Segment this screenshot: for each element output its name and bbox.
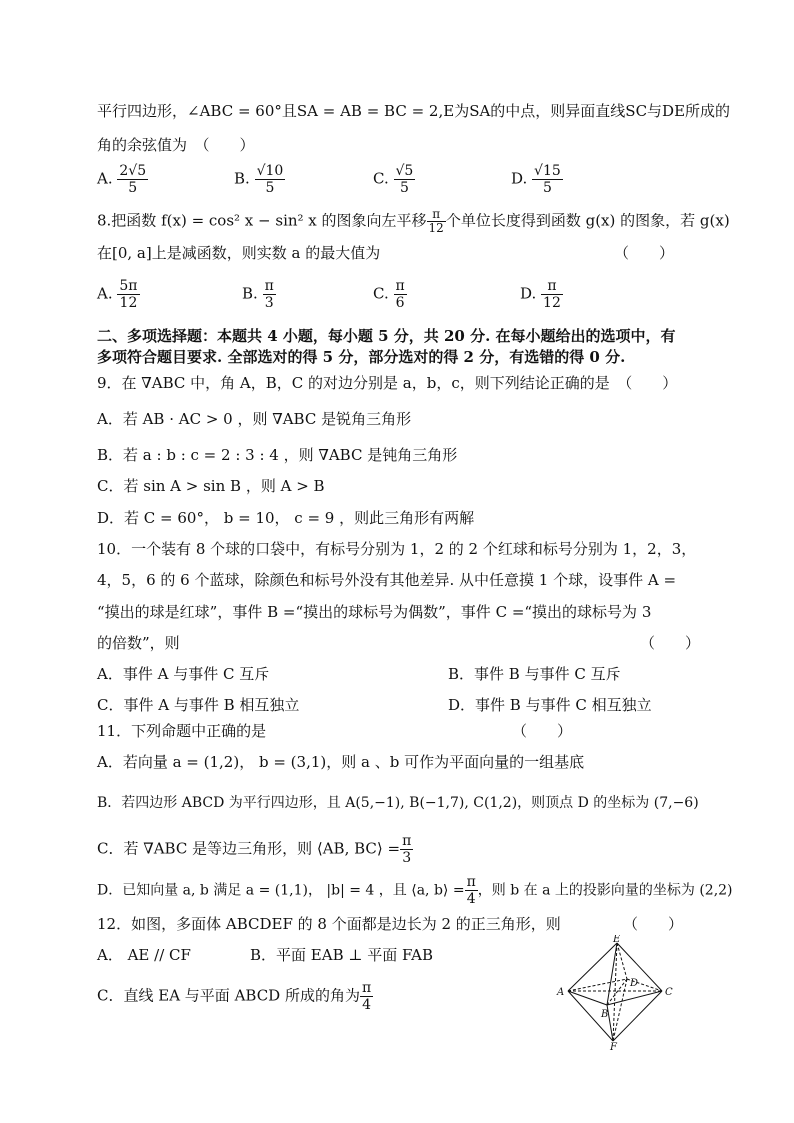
q8-option-a[interactable] xyxy=(97,278,140,311)
q11-option-c[interactable]: C．若 ∇ABC 是等边三角形，则 ⟨AB, BC⟩ = $\frac{\pi}{3}$ xyxy=(97,833,412,866)
vertex-label-c: C xyxy=(665,987,673,998)
q11-option-d[interactable]: D．已知向量 a, b 满足 a = (1,1)， |b| = 4 ，且 ⟨a, b⟩ = $\frac{\pi}{4}$ ，则 b 在 a 上的投影向量的坐标为 (2,2) xyxy=(97,874,733,907)
vertex-label-b: B xyxy=(601,1009,609,1020)
vertex-label-e: E xyxy=(613,935,621,945)
q10-option-a[interactable]: A．事件 A 与事件 C 互斥 xyxy=(97,665,270,683)
q7-option-a[interactable] xyxy=(97,163,148,196)
octahedron-figure xyxy=(555,935,685,1050)
option-label: C. xyxy=(373,169,389,188)
option-label: D. xyxy=(511,169,528,188)
q10-option-d[interactable]: D．事件 B 与事件 C 相互独立 xyxy=(448,696,652,714)
q12-option-c[interactable]: C．直线 EA 与平面 ABCD 所成的角为 $\frac{\pi}{4}$ xyxy=(97,980,372,1013)
q12-stem: 12．如图，多面体 ABCDEF 的 8 个面都是边长为 2 的正三角形，则 xyxy=(97,915,561,933)
fraction: $\frac{√10}{5}$ xyxy=(256,163,284,196)
q7-option-c[interactable] xyxy=(373,163,415,196)
q8-option-c[interactable] xyxy=(373,278,407,311)
q9-option-b[interactable]: B．若 a : b : c = 2 : 3 : 4 ，则 ∇ABC 是钝角三角形 xyxy=(97,446,458,464)
q9-option-d[interactable]: D．若 C = 60°， b = 10， c = 9 ，则此三角形有两解 xyxy=(97,509,475,527)
answer-paren: （ ） xyxy=(512,722,573,740)
q8-stem-line2: 在[0, a]上是减函数，则实数 a 的最大值为 xyxy=(97,244,381,262)
section2-heading-line2: 多项符合题目要求. 全部选对的得 5 分，部分选对的得 2 分，有选错的得 0 分. xyxy=(97,348,626,366)
fraction: $\frac{5\pi}{12}$ xyxy=(119,278,138,311)
q12-option-b[interactable]: B．平面 EAB ⊥ 平面 FAB xyxy=(250,946,433,964)
q7-option-b[interactable] xyxy=(234,163,285,196)
edge-cf xyxy=(613,991,662,1041)
fraction: $\frac{\pi}{12}$ xyxy=(428,207,444,235)
q10-stem-line3: “摸出的球是红球”，事件 B =“摸出的球标号为偶数”，事件 C =“摸出的球标号为 3 xyxy=(97,603,652,621)
q8-stem-line1: 8.把函数 f(x) = cos² x − sin² x 的图象向左平移 $\frac{\pi}{12}$ 个单位长度得到函数 g(x) 的图象，若 g(x) xyxy=(97,207,730,235)
q8-option-b[interactable] xyxy=(242,278,276,311)
section2-heading-line1: 二、多项选择题：本题共 4 小题，每小题 5 分，共 20 分. 在每小题给出的选项中，有 xyxy=(97,327,676,345)
q10-option-b[interactable]: B．事件 B 与事件 C 互斥 xyxy=(448,665,621,683)
q7-option-d[interactable] xyxy=(511,163,563,196)
vertex-label-d: D xyxy=(630,978,639,989)
q9-stem: 9．在 ∇ABC 中，角 A，B，C 的对边分别是 a，b，c，则下列结论正确的是 （ ） xyxy=(97,374,678,392)
option-label: C. xyxy=(373,284,389,303)
q11-option-b[interactable]: B．若四边形 ABCD 为平行四边形，且 A(5,−1), B(−1,7), C(1,2)，则顶点 D 的坐标为 (7,−6) xyxy=(97,795,699,811)
fraction: $\frac{√15}{5}$ xyxy=(534,163,561,196)
q10-option-c[interactable]: C．事件 A 与事件 B 相互独立 xyxy=(97,696,300,714)
vertex-label-a: A xyxy=(557,987,565,998)
fraction: $\frac{2√5}{5}$ xyxy=(119,163,147,196)
answer-paren: （ ） xyxy=(623,915,684,933)
q9-option-a[interactable]: A．若 AB · AC > 0 ，则 ∇ABC 是锐角三角形 xyxy=(97,410,412,428)
fraction: $\frac{\pi}{6}$ xyxy=(395,278,405,311)
answer-paren: （ ） xyxy=(614,244,675,262)
q10-stem-line1: 10．一个装有 8 个球的口袋中，有标号分别为 1，2 的 2 个红球和标号分别为 1，2，3， xyxy=(97,540,697,558)
q7-stem-line1: 平行四边形，∠ABC = 60°且SA = AB = BC = 2,E为SA的中点，则异面直线SC与DE所成的 xyxy=(97,102,731,120)
fraction: $\frac{\pi}{4}$ xyxy=(466,874,476,907)
q8-option-d[interactable] xyxy=(520,278,563,311)
option-label: B. xyxy=(234,169,250,188)
option-label: A. xyxy=(97,284,113,303)
fraction: $\frac{√5}{5}$ xyxy=(395,163,414,196)
option-label: D. xyxy=(520,284,537,303)
option-label: B. xyxy=(242,284,258,303)
edge-ad xyxy=(568,979,627,991)
fraction: $\frac{\pi}{4}$ xyxy=(361,980,372,1013)
vertex-label-f: F xyxy=(610,1042,617,1050)
answer-paren: （ ） xyxy=(640,634,701,652)
fraction: $\frac{\pi}{3}$ xyxy=(264,278,274,311)
fraction: $\frac{\pi}{12}$ xyxy=(543,278,561,311)
edge-ea xyxy=(568,943,617,991)
q10-stem-line4: 的倍数”，则 xyxy=(97,634,180,652)
option-label: A. xyxy=(97,169,113,188)
q10-stem-line2: 4，5，6 的 6 个蓝球，除颜色和标号外没有其他差异. 从中任意摸 1 个球，设事件 A = xyxy=(97,571,677,589)
fraction: $\frac{\pi}{3}$ xyxy=(402,833,412,866)
q11-option-a[interactable]: A．若向量 a = (1,2)， b = (3,1)，则 a 、b 可作为平面向量的一组基底 xyxy=(97,753,585,771)
q12-option-a[interactable]: A． AE // CF xyxy=(97,946,191,964)
q9-option-c[interactable]: C．若 sin A > sin B ，则 A > B xyxy=(97,477,325,495)
q7-stem-line2: 角的余弦值为 （ ） xyxy=(97,136,255,154)
q11-stem: 11．下列命题中正确的是 xyxy=(97,722,267,740)
